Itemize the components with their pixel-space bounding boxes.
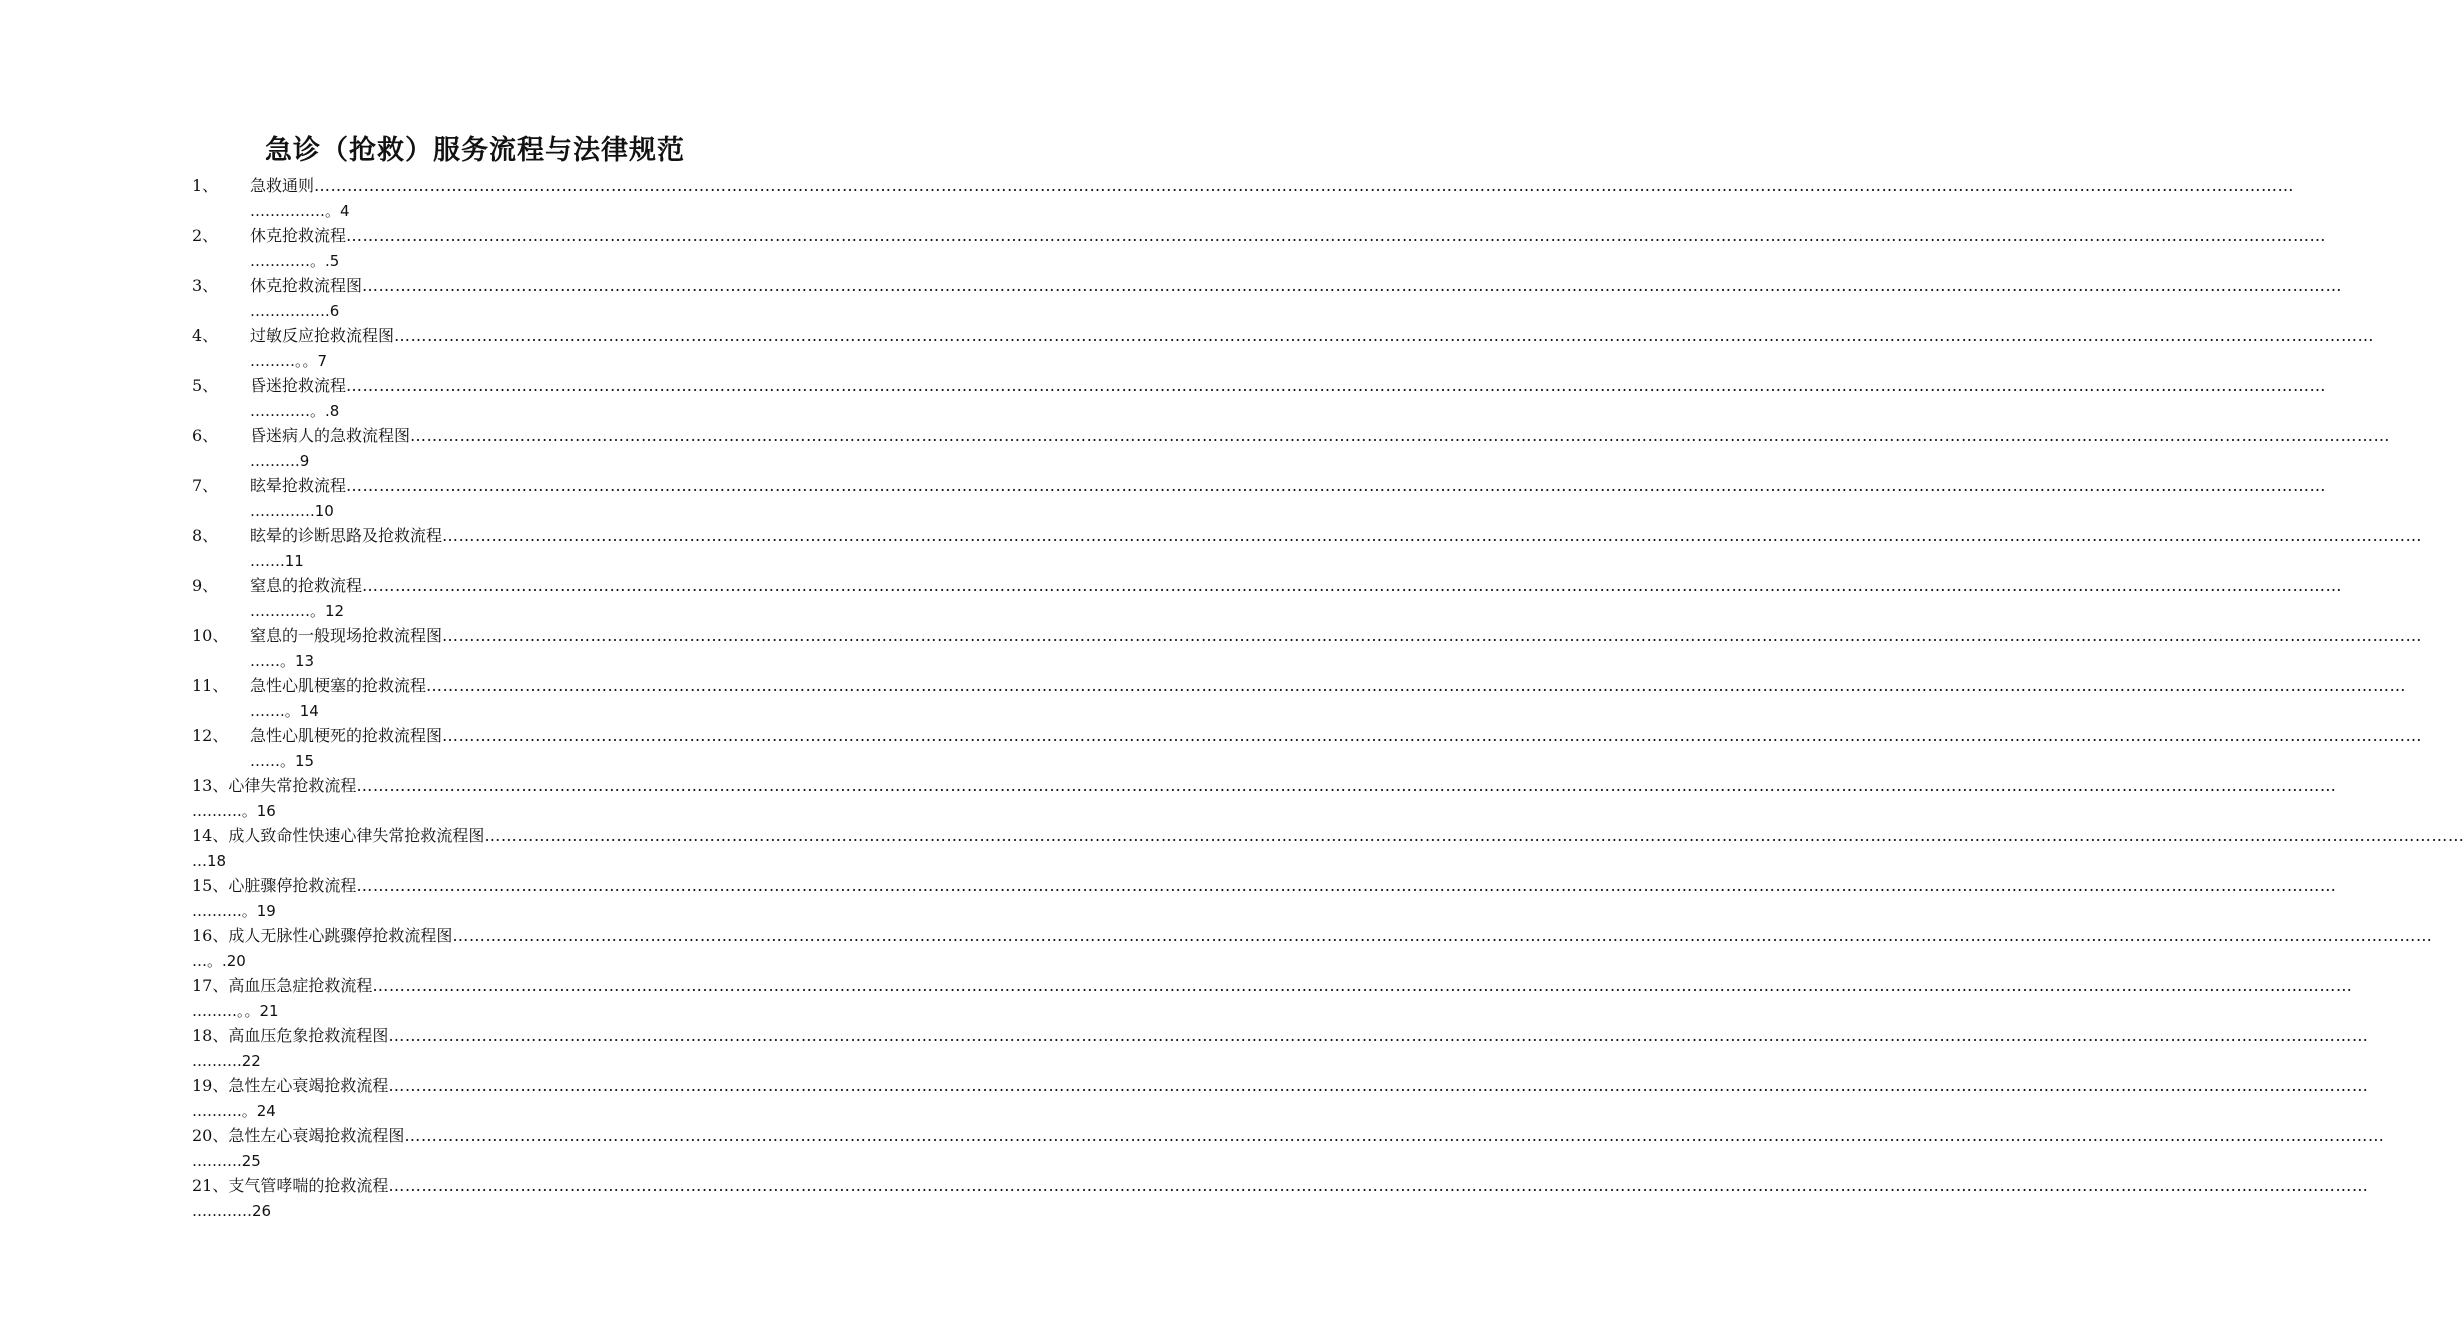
toc-entry-number: 17、 [192, 976, 229, 995]
toc-entry-title: 高血压急症抢救流程 [228, 976, 373, 995]
toc-entry-page: ……….。19 [192, 902, 276, 920]
toc-entry-line [192, 774, 2337, 798]
toc-entry[interactable] [192, 774, 2337, 824]
toc-entry-line [192, 974, 2353, 998]
toc-leader-dots: ……………………………………………………………………………………………………………………………………………………………………………………………………………………………………………………………………………………………………………………………… [442, 526, 2423, 545]
toc-entry[interactable] [192, 1074, 2369, 1124]
toc-entry[interactable] [192, 924, 2433, 974]
toc-entry-title: 心律失常抢救流程 [228, 776, 357, 795]
toc-entry[interactable] [192, 824, 2464, 874]
toc-entry[interactable] [192, 274, 2343, 324]
toc-entry-page: ………。。21 [192, 1002, 279, 1020]
toc-entry-page: …….。14 [250, 702, 319, 720]
toc-entry-number: 9、 [192, 576, 219, 595]
toc-entry[interactable] [192, 224, 2327, 274]
toc-entry-page: ……….9 [250, 452, 310, 470]
toc-entry-number: 10、 [192, 626, 229, 645]
toc-entry-page: …18 [192, 852, 227, 870]
toc-entry-page: …….11 [250, 552, 304, 570]
toc-entry-page: …………。12 [250, 602, 345, 620]
toc-entry-title: 窒息的抢救流程 [250, 576, 363, 595]
toc-entry-line [192, 1124, 2385, 1148]
toc-entry-line [192, 324, 2375, 348]
toc-leader-dots: ……………………………………………………………………………………………………………………………………………………………………………………………………………………………………………………………………………………………………………………………… [356, 776, 2337, 795]
toc-entry-line [192, 224, 2327, 248]
toc-entry-number: 1、 [192, 176, 219, 195]
toc-entry-number: 8、 [192, 526, 219, 545]
toc-entry-page: …。.20 [192, 952, 246, 970]
toc-entry[interactable] [192, 1174, 2369, 1224]
toc-leader-dots: ……………………………………………………………………………………………………………………………………………………………………………………………………………………………………………………………………………………………………………………………… [314, 176, 2295, 195]
toc-entry-number: 18、 [192, 1026, 229, 1045]
toc-entry[interactable] [192, 974, 2353, 1024]
toc-entry-page: ……。13 [250, 652, 315, 670]
toc-entry[interactable] [192, 674, 2407, 724]
toc-leader-dots: ……………………………………………………………………………………………………………………………………………………………………………………………………………………………………………………………………………………………………………………………… [442, 726, 2423, 745]
toc-entry[interactable] [192, 524, 2423, 574]
toc-entry-line [192, 274, 2343, 298]
toc-leader-dots: ……………………………………………………………………………………………………………………………………………………………………………………………………………………………………………………………………………………………………………………………… [452, 926, 2433, 945]
toc-entry-line [192, 424, 2391, 448]
toc-entry-line [192, 874, 2337, 898]
toc-entry-title: 休克抢救流程图 [250, 276, 363, 295]
toc-entry-title: 急性左心衰竭抢救流程图 [228, 1126, 405, 1145]
toc-leader-dots: ……………………………………………………………………………………………………………………………………………………………………………………………………………………………………………………………………………………………………………………………… [362, 576, 2343, 595]
toc-entry-line [192, 474, 2327, 498]
toc-entry-title: 急性心肌梗死的抢救流程图 [250, 726, 443, 745]
toc-leader-dots: ……………………………………………………………………………………………………………………………………………………………………………………………………………………………………………………………………………………………………………………………… [388, 1076, 2369, 1095]
toc-entry-page: ………….10 [250, 502, 334, 520]
toc-entry-line [192, 1074, 2369, 1098]
toc-leader-dots: ……………………………………………………………………………………………………………………………………………………………………………………………………………………………………………………………………………………………………………………………… [346, 476, 2327, 495]
toc-entry[interactable] [192, 874, 2337, 924]
toc-leader-dots: ……………………………………………………………………………………………………………………………………………………………………………………………………………………………………………………………………………………………………………………………… [362, 276, 2343, 295]
document-title: 急诊（抢救）服务流程与法律规范 [265, 135, 685, 166]
toc-entry-number: 4、 [192, 326, 219, 345]
toc-entry-line [192, 174, 2295, 198]
toc-entry-line [192, 674, 2407, 698]
toc-entry-line [192, 624, 2423, 648]
toc-entry-number: 15、 [192, 876, 229, 895]
toc-entry-page: …………….6 [250, 302, 340, 320]
toc-entry-title: 急性心肌梗塞的抢救流程 [250, 676, 427, 695]
toc-entry-page: ……….25 [192, 1152, 261, 1170]
toc-leader-dots: ……………………………………………………………………………………………………………………………………………………………………………………………………………………………………………………………………………………………………………………………… [410, 426, 2391, 445]
toc-entry-number: 13、 [192, 776, 229, 795]
toc-entry-title: 眩晕抢救流程 [250, 476, 347, 495]
toc-leader-dots: ……………………………………………………………………………………………………………………………………………………………………………………………………………………………………………………………………………………………………………………………… [388, 1176, 2369, 1195]
toc-entry-title: 急性左心衰竭抢救流程 [228, 1076, 389, 1095]
toc-entry-page: …………。.8 [250, 402, 340, 420]
toc-entry-title: 窒息的一般现场抢救流程图 [250, 626, 443, 645]
toc-entry-number: 5、 [192, 376, 219, 395]
toc-entry-line [192, 574, 2343, 598]
toc-entry[interactable] [192, 324, 2375, 374]
toc-entry-line [192, 724, 2423, 748]
toc-entry-page: ……….。24 [192, 1102, 276, 1120]
toc-entry[interactable] [192, 1124, 2385, 1174]
toc-entry-title: 过敏反应抢救流程图 [250, 326, 395, 345]
toc-entry-page: ……………。4 [250, 202, 350, 220]
toc-entry-line [192, 824, 2464, 848]
toc-entry-page: ……。15 [250, 752, 315, 770]
toc-entry-page: ……….22 [192, 1052, 261, 1070]
toc-leader-dots: ……………………………………………………………………………………………………………………………………………………………………………………………………………………………………………………………………………………………………………………………… [346, 226, 2327, 245]
toc-entry[interactable] [192, 624, 2423, 674]
toc-entry[interactable] [192, 424, 2391, 474]
toc-leader-dots: ……………………………………………………………………………………………………………………………………………………………………………………………………………………………………………………………………………………………………………………………… [356, 876, 2337, 895]
toc-entry-title: 昏迷病人的急救流程图 [250, 426, 411, 445]
toc-leader-dots: ……………………………………………………………………………………………………………………………………………………………………………………………………………………………………………………………………………………………………………………………… [442, 626, 2423, 645]
toc-entry-page: ……….。16 [192, 802, 276, 820]
toc-entry[interactable] [192, 474, 2327, 524]
toc-entry-title: 昏迷抢救流程 [250, 376, 347, 395]
toc-entry-number: 11、 [192, 676, 229, 695]
toc-entry[interactable] [192, 174, 2295, 224]
toc-entry-title: 支气管哮喘的抢救流程 [228, 1176, 389, 1195]
toc-entry-number: 7、 [192, 476, 219, 495]
toc-leader-dots: ……………………………………………………………………………………………………………………………………………………………………………………………………………………………………………………………………………………………………………………………… [404, 1126, 2385, 1145]
toc-entry-number: 19、 [192, 1076, 229, 1095]
toc-entry-title: 心脏骤停抢救流程 [228, 876, 357, 895]
toc-entry-number: 6、 [192, 426, 219, 445]
toc-leader-dots: ……………………………………………………………………………………………………………………………………………………………………………………………………………………………………………………………………………………………………………………………… [484, 826, 2464, 845]
toc-leader-dots: ……………………………………………………………………………………………………………………………………………………………………………………………………………………………………………………………………………………………………………………………… [388, 1026, 2369, 1045]
toc-leader-dots: ……………………………………………………………………………………………………………………………………………………………………………………………………………………………………………………………………………………………………………………………… [372, 976, 2353, 995]
toc-entry-number: 16、 [192, 926, 229, 945]
toc-entry-title: 急救通则 [250, 176, 315, 195]
toc-entry-title: 休克抢救流程 [250, 226, 347, 245]
toc-entry-title: 成人致命性快速心律失常抢救流程图 [228, 826, 485, 845]
toc-entry-line [192, 1174, 2369, 1198]
toc-entry-line [192, 374, 2327, 398]
toc-entry[interactable] [192, 724, 2423, 774]
table-of-contents [192, 174, 2464, 1224]
toc-entry-line [192, 924, 2433, 948]
toc-entry-title: 高血压危象抢救流程图 [228, 1026, 389, 1045]
toc-entry-page: …………26 [192, 1202, 272, 1220]
toc-leader-dots: ……………………………………………………………………………………………………………………………………………………………………………………………………………………………………………………………………………………………………………………………… [394, 326, 2375, 345]
toc-entry-title: 眩晕的诊断思路及抢救流程 [250, 526, 443, 545]
toc-entry-line [192, 524, 2423, 548]
toc-entry-number: 21、 [192, 1176, 229, 1195]
toc-entry-page: ………。。7 [250, 352, 328, 370]
toc-leader-dots: ……………………………………………………………………………………………………………………………………………………………………………………………………………………………………………………………………………………………………………………………… [346, 376, 2327, 395]
toc-entry-title: 成人无脉性心跳骤停抢救流程图 [228, 926, 453, 945]
toc-entry-number: 3、 [192, 276, 219, 295]
toc-entry-line [192, 1024, 2369, 1048]
toc-entry[interactable] [192, 1024, 2369, 1074]
toc-entry-number: 20、 [192, 1126, 229, 1145]
toc-entry[interactable] [192, 374, 2327, 424]
toc-entry-number: 12、 [192, 726, 229, 745]
toc-entry-page: …………。.5 [250, 252, 340, 270]
toc-leader-dots: ……………………………………………………………………………………………………………………………………………………………………………………………………………………………………………………………………………………………………………………………… [426, 676, 2407, 695]
toc-entry-number: 14、 [192, 826, 229, 845]
toc-entry[interactable] [192, 574, 2343, 624]
toc-entry-number: 2、 [192, 226, 219, 245]
